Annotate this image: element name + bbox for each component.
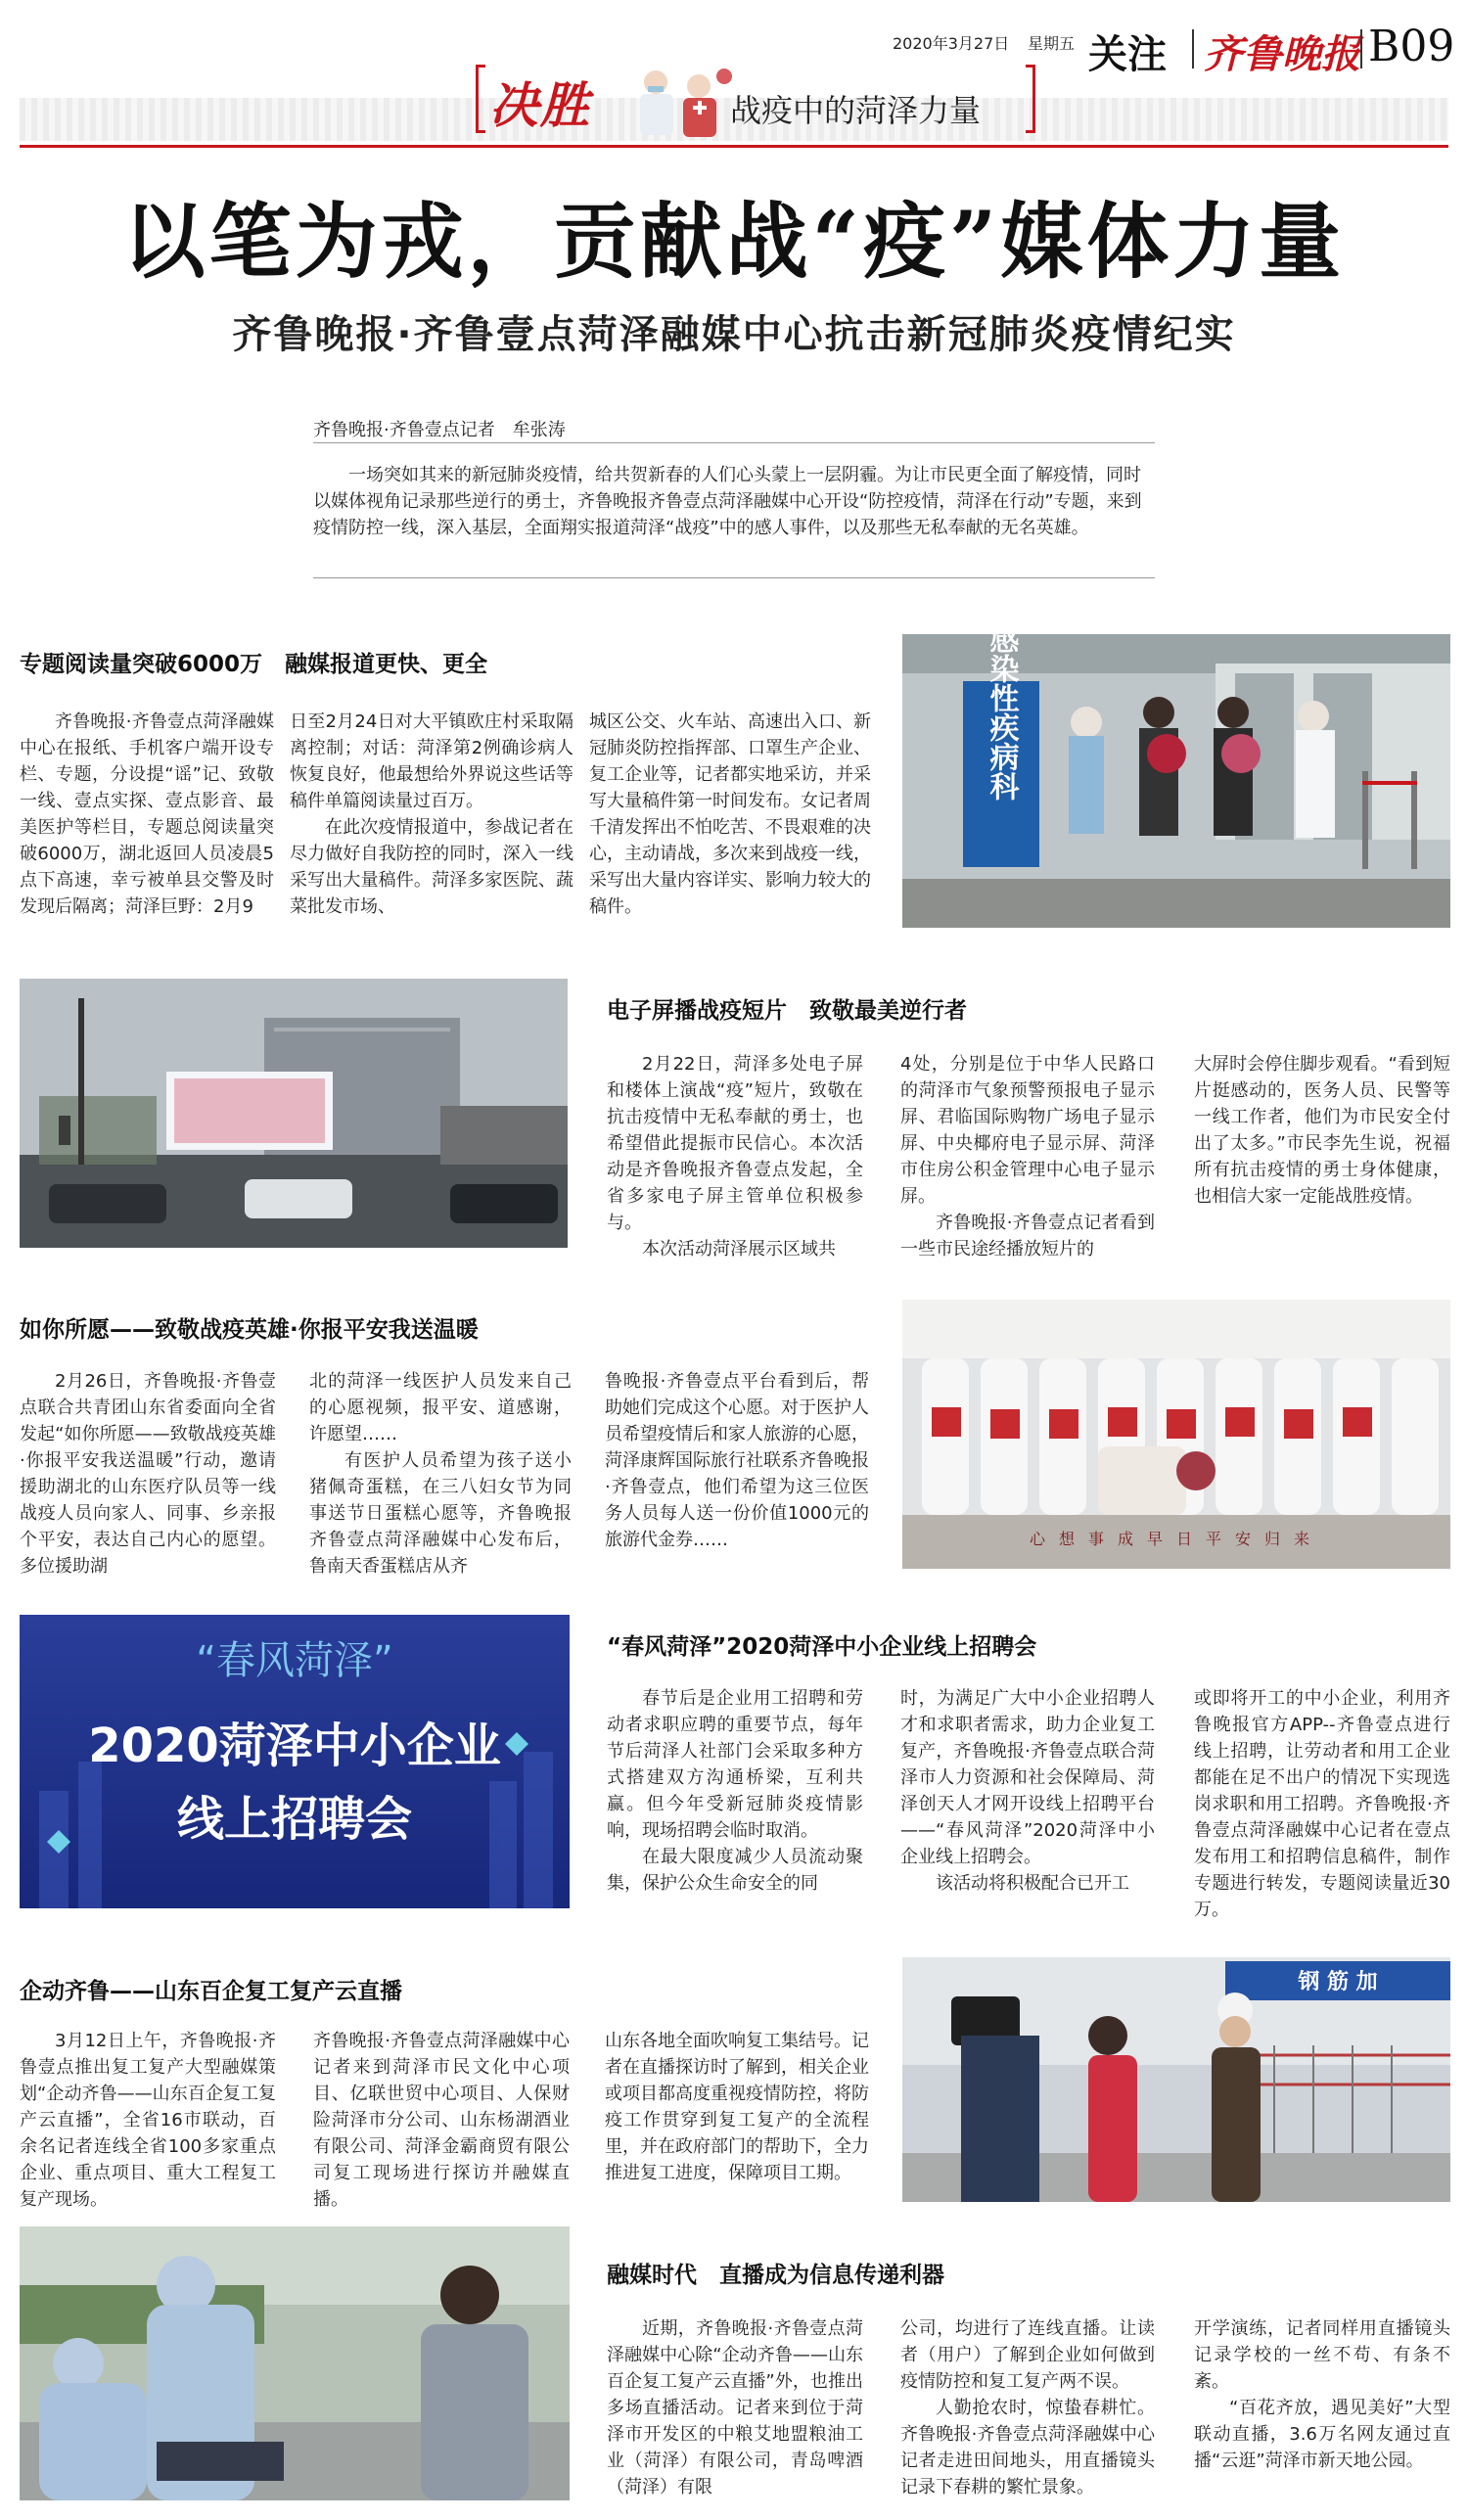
article-column [607, 1685, 863, 1910]
issue-date: 2020年3月27日 [893, 34, 1010, 53]
article-column [605, 1368, 869, 1593]
article-column [309, 1368, 572, 1593]
article-column [607, 2315, 863, 2501]
article-paragraph: 齐鲁晚报·齐鲁壹点记者看到一些市民途经播放短片的 [900, 1213, 1155, 1260]
divider [313, 577, 1155, 578]
masthead-rule [20, 145, 1448, 148]
paper-logo: 齐鲁晚报 [1204, 31, 1360, 77]
article-paragraph: 齐鲁晚报·齐鲁壹点菏泽融媒中心记者来到菏泽市民文化中心项目、亿联世贸中心项目、人保财险菏泽市分公司、山东杨湖酒业有限公司、菏泽金霸商贸有限公司复工现场进行探访并融媒直播。 [313, 2031, 570, 2210]
poster-sub-text: 线上招聘会 [176, 1792, 413, 1847]
article-paragraph: 本次活动菏泽展示区域共 [642, 1239, 836, 1260]
lede-paragraph: 一场突如其来的新冠肺炎疫情，给共贺新春的人们心头蒙上一层阴霾。为让市民更全面了解疫情，同时以媒体视角记录那些逆行的勇士，齐鲁晚报齐鲁壹点菏泽融媒中心开设“防控疫情，菏泽在行动”专题，来到疫情防控一线，深入基层，全面翔实报道菏泽“战疫”中的感人事件，以及那些无私奉献的无名英雄。 [313, 465, 1142, 538]
masthead-divider [1192, 29, 1194, 69]
article-title: 企动齐鲁——山东百企复工复产云直播 [20, 1979, 402, 2004]
article-paragraph: 北的菏泽一线医护人员发来自己的心愿视频，报平安、道感谢，许愿望…… [309, 1371, 572, 1444]
poster-top-text: “春风菏泽” [196, 1638, 393, 1683]
medical-staff-group-photo [902, 1300, 1450, 1569]
medical-outdoor-photo [20, 2226, 570, 2500]
article-column [900, 1051, 1155, 1260]
article-paragraph: 或即将开工的中小企业，利用齐鲁晚报官方APP--齐鲁壹点进行线上招聘，让劳动者和用工企业都能在足不出户的情况下实现选岗求职和用工招聘。齐鲁晚报·齐鲁壹点菏泽融媒中心记者在壹点发布用工和招聘信息稿件，制作专题进行转发，专题阅读量近30万。 [1194, 1688, 1450, 1920]
recruitment-poster [20, 1615, 570, 1908]
issue-weekday: 星期五 [1028, 34, 1076, 53]
article-paragraph: 在此次疫情报道中，参战记者在尽力做好自我防控的同时，深入一线采写出大量稿件。菏泽多家医院、蔬菜批发市场、 [290, 817, 573, 917]
article-paragraph: 近期，齐鲁晚报·齐鲁壹点菏泽融媒中心除“企动齐鲁——山东百企复工复产云直播”外，也推出多场直播活动。记者来到位于菏泽市开发区的中粮艾地盟粮油工业（菏泽）有限公司，青岛啤酒（菏泽）有限 [607, 2318, 863, 2497]
article-paragraph: 时，为满足广大中小企业招聘人才和求职者需求，助力企业复工复产，齐鲁晚报·齐鲁壹点联合菏泽市人力资源和社会保障局、菏泽创天人才网开设线上招聘平台——“春风菏泽”2020菏泽中小企业线上招聘会。 [900, 1688, 1155, 1867]
article-paragraph: 开学演练，记者同样用直播镜头记录学校的一丝不苟、有条不紊。 [1194, 2318, 1450, 2392]
article-title: 电子屏播战疫短片 致敬最美逆行者 [607, 998, 967, 1024]
article-column [607, 1051, 863, 1260]
banner-main-text: 决胜 [489, 76, 591, 134]
street-led-screen-photo [20, 979, 568, 1248]
article-title: 专题阅读量突破6000万 融媒报道更快、更全 [20, 652, 488, 677]
poster-main-text: 2020菏泽中小企业 [88, 1718, 501, 1773]
article-column [900, 2315, 1155, 2501]
article-paragraph: 齐鲁晚报·齐鲁壹点菏泽融媒中心在报纸、手机客户端开设专栏、专题，分设提“谣”记、致敬一线、壹点实探、壹点影音、最美医护等栏目，专题总阅读量突破6000万，湖北返回人员凌晨5点下高速，幸亏被单县交警及时发现后隔离；菏泽巨野：2月9 [20, 711, 274, 917]
article-title: 融媒时代 直播成为信息传递利器 [607, 2263, 944, 2288]
article-paragraph: 日至2月24日对大平镇欧庄村采取隔离控制；对话：菏泽第2例确诊病人恢复良好，他最想给外界说这些话等稿件单篇阅读量过百万。 [290, 711, 573, 811]
article-paragraph: 人勤抢农时，惊蛰春耕忙。齐鲁晚报·齐鲁壹点菏泽融媒中心记者走进田间地头，用直播镜头记录下春耕的繁忙景象。 [900, 2398, 1155, 2497]
article-column [290, 709, 573, 934]
photo-sign-text: 感染性疾病科 [984, 624, 1019, 801]
article-column [20, 709, 274, 934]
article-paragraph: 3月12日上午，齐鲁晚报·齐鲁壹点推出复工复产大型融媒策划“企动齐鲁——山东百企复工复产云直播”，全省16市联动，百余名记者连线全省100多家重点企业、重点项目、重大工程复工复产现场。 [20, 2031, 276, 2210]
article-column [20, 2028, 276, 2210]
article-column [1194, 1685, 1450, 1920]
bracket-right-icon [1026, 65, 1035, 133]
article-column [313, 2028, 570, 2210]
article-paragraph: 有医护人员希望为孩子送小猪佩奇蛋糕，在三八妇女节为同事送节日蛋糕心愿等，齐鲁晚报齐鲁壹点菏泽融媒中心发布后，鲁南天香蛋糕店从齐 [309, 1450, 572, 1577]
article-column [589, 709, 871, 934]
article-column [1194, 1051, 1450, 1247]
medical-worker-illustration-icon [619, 61, 736, 139]
article-paragraph: 在最大限度减少人员流动聚集，保护公众生命安全的同 [607, 1847, 863, 1894]
article-paragraph: 大屏时会停住脚步观看。“看到短片挺感动的，医务人员、民警等一线工作者，他们为市民安全付出了太多。”市民李先生说，祝福所有抗击疫情的勇士身体健康，也相信大家一定能战胜疫情。 [1194, 1054, 1450, 1207]
article-title: “春风菏泽”2020菏泽中小企业线上招聘会 [607, 1634, 1037, 1660]
article-paragraph: 春节后是企业用工招聘和劳动者求职应聘的重要节点，每年节后菏泽人社部门会采取多种方式搭建双方沟通桥梁，互利共赢。但今年受新冠肺炎疫情影响，现场招聘会临时取消。 [607, 1688, 863, 1841]
article-column [900, 1685, 1155, 1910]
article-column [605, 2028, 869, 2204]
article-title: 如你所愿——致敬战疫英雄·你报平安我送温暖 [20, 1317, 479, 1343]
article-paragraph: 4处，分别是位于中华人民路口的菏泽市气象预警预报电子显示屏、君临国际购物广场电子显示屏、中央椰府电子显示屏、菏泽市住房公积金管理中心电子显示屏。 [900, 1054, 1155, 1207]
hospital-discharge-photo [902, 624, 1450, 928]
article-paragraph: 2月26日，齐鲁晚报·齐鲁壹点联合共青团山东省委面向全省发起“如你所愿——致敬战疫英雄·你报平安我送温暖”行动，邀请援助湖北的山东医疗队员等一线战疫人员向家人、同事、乡亲报个平安，表达自己内心的愿望。多位援助湖 [20, 1371, 276, 1577]
section-name: 关注 [1088, 32, 1167, 77]
article-column [1194, 2315, 1450, 2501]
article-paragraph: 2月22日，菏泽多处电子屏和楼体上演战“疫”短片，致敬在抗击疫情中无私奉献的勇士，也希望借此提振市民信心。本次活动是齐鲁晚报齐鲁壹点发起，全省多家电子屏主管单位积极参与。 [607, 1054, 863, 1233]
column-banner [489, 61, 1037, 143]
photo-sign-text: 心想事成早日平安归来 [1029, 1530, 1324, 1548]
article-paragraph: 鲁晚报·齐鲁壹点平台看到后，帮助她们完成这个心愿。对于医护人员希望疫情后和家人旅游的心愿，菏泽康辉国际旅行社联系齐鲁晚报·齐鲁壹点，他们希望为这三位医务人员每人送一份价值1000元的旅游代金券…… [605, 1371, 869, 1550]
article-column [20, 1368, 276, 1593]
live-broadcast-photo [902, 1957, 1450, 2202]
page-number: B09 [1368, 22, 1455, 71]
article-paragraph: 公司，均进行了连线直播。让读者（用户）了解到企业如何做到疫情防控和复工复产两不误。 [900, 2318, 1155, 2392]
sub-headline: 齐鲁晚报·齐鲁壹点菏泽融媒中心抗击新冠肺炎疫情纪实 [232, 312, 1236, 357]
banner-subtitle: 战疫中的菏泽力量 [730, 92, 982, 129]
bracket-left-icon [476, 65, 485, 133]
article-paragraph: 城区公交、火车站、高速出入口、新冠肺炎防控指挥部、口罩生产企业、复工企业等，记者都实地采访，并采写大量稿件第一时间发布。女记者周千清发挥出不怕吃苦、不畏艰难的决心，主动请战，多次来到战疫一线，采写出大量内容详实、影响力较大的稿件。 [589, 711, 871, 917]
masthead-divider [1360, 29, 1362, 69]
byline: 齐鲁晚报·齐鲁壹点记者 牟张涛 [313, 420, 566, 440]
article-paragraph: 山东各地全面吹响复工集结号。记者在直播探访时了解到，相关企业或项目都高度重视疫情防控，将防疫工作贯穿到复工复产的全流程里，并在政府部门的帮助下，全力推进复工进度，保障项目工期。 [605, 2031, 869, 2183]
masthead [20, 20, 1455, 147]
article-paragraph: “百花齐放，遇见美好”大型联动直播，3.6万名网友通过直播“云逛”菏泽市新天地公园。 [1194, 2398, 1450, 2471]
article-paragraph: 该活动将积极配合已开工 [936, 1873, 1129, 1894]
photo-sign-text: 钢 筋 加 [1298, 1970, 1378, 1994]
main-headline: 以笔为戎，贡献战“疫”媒体力量 [122, 193, 1346, 290]
divider [313, 442, 1155, 443]
